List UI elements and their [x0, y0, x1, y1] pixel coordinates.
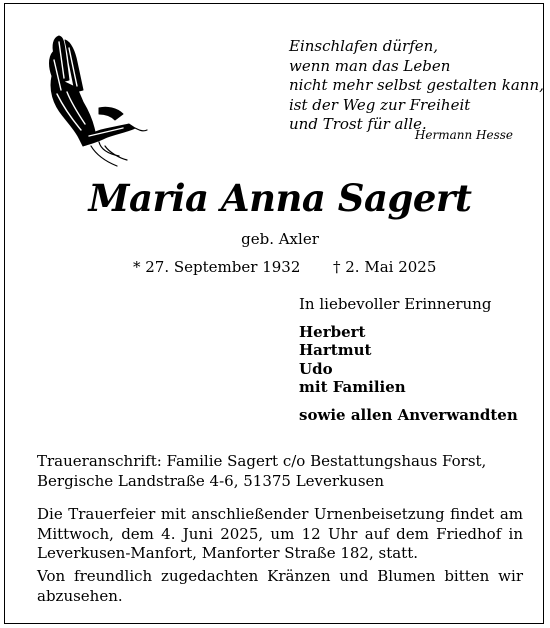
- request-paragraph: [37, 567, 523, 606]
- birth-date: * 27. September 1932: [133, 258, 301, 276]
- address-line: Bergische Landstraße 4-6, 51375 Leverkusen: [37, 471, 385, 490]
- ceremony-line: Mittwoch, dem 4. Juni 2025, um 12 Uhr auf dem Friedhof in: [37, 524, 523, 543]
- poem: [289, 37, 544, 135]
- birth-name: geb. Axler: [241, 230, 319, 248]
- request-line: Von freundlich zugedachten Kränzen und Blumen bitten wir: [37, 567, 523, 585]
- ceremony-paragraph: [37, 505, 523, 564]
- poem-author: Hermann Hesse: [414, 128, 513, 142]
- address-line: Traueranschrift: Familie Sagert c/o Bestattungshaus Forst,: [37, 452, 487, 470]
- mourner-name: Herbert: [299, 323, 366, 341]
- ceremony-line: Leverkusen-Manfort, Manforter Straße 182, statt.: [37, 544, 418, 563]
- mourner-name: mit Familien: [299, 377, 406, 396]
- deceased-name: Maria Anna Sagert: [88, 176, 472, 220]
- relatives-line: sowie allen Anverwandten: [299, 406, 518, 424]
- death-date: † 2. Mai 2025: [333, 258, 437, 276]
- poem-line: Einschlafen dürfen,: [289, 37, 439, 55]
- mourning-address: [37, 452, 486, 491]
- ceremony-line: Die Trauerfeier mit anschließender Urnenbeisetzung findet am: [37, 505, 523, 523]
- memory-intro: In liebevoller Erinnerung: [299, 295, 492, 313]
- poem-line: ist der Weg zur Freiheit: [289, 95, 471, 114]
- mourner-name: Hartmut: [299, 341, 372, 360]
- praying-hands-icon: [39, 32, 151, 168]
- poem-line: und Trost für alle.: [289, 115, 427, 134]
- request-line: abzusehen.: [37, 586, 123, 605]
- obituary-card: [4, 3, 544, 624]
- poem-line: nicht mehr selbst gestalten kann,: [289, 76, 544, 95]
- poem-line: wenn man das Leben: [289, 56, 451, 75]
- mourner-name: Udo: [299, 359, 333, 378]
- mourner-list: [299, 323, 406, 396]
